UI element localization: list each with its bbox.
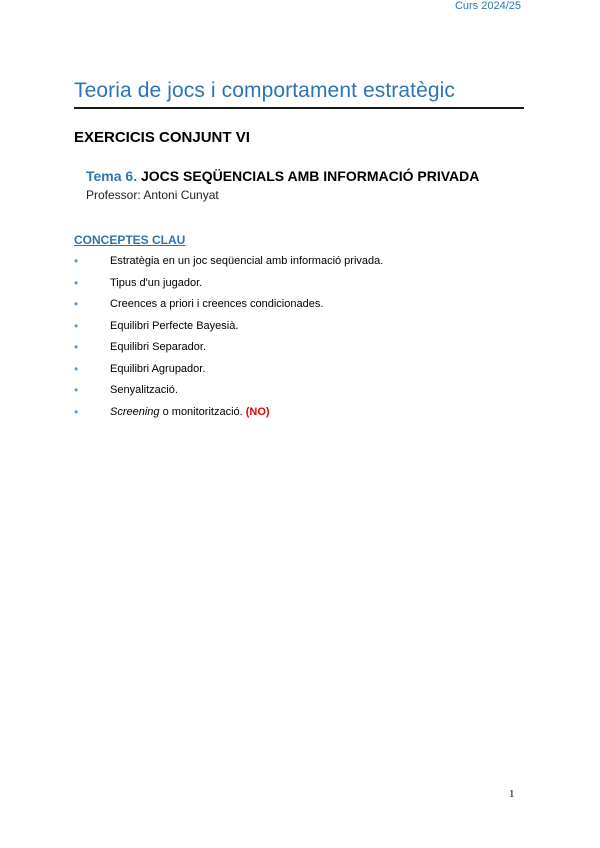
list-item-text: o monitorització. [159, 405, 246, 418]
professor-line: Professor: Antoni Cunyat [86, 188, 219, 202]
list-item [74, 297, 383, 319]
list-item [74, 405, 383, 427]
bullet-icon: • [74, 404, 79, 419]
list-item [74, 362, 383, 384]
bullet-icon: • [74, 275, 79, 290]
bullet-icon: • [74, 383, 79, 397]
concepts-list [74, 254, 383, 426]
exclusion-tag: (NO) [245, 405, 270, 418]
list-item-text: Senyalització. [110, 384, 178, 396]
list-item [74, 383, 383, 405]
list-item-text: Creences a priori i creences condicionades. [110, 298, 324, 310]
course-label: Curs 2024/25 [454, 0, 521, 12]
topic-number: Tema 6. [86, 168, 138, 184]
screening-term: Screening [110, 405, 160, 418]
topic-heading [86, 168, 479, 184]
bullet-icon: • [74, 361, 79, 376]
list-item [74, 276, 383, 298]
title-divider [74, 107, 524, 109]
list-item [74, 254, 383, 276]
list-item-text: Equilibri Perfecte Bayesià. [110, 319, 239, 332]
topic-title: JOCS SEQÜENCIALS AMB INFORMACIÓ PRIVADA [141, 168, 480, 184]
list-item-text: Tipus d'un jugador. [110, 276, 203, 289]
list-item-text: Equilibri Separador. [110, 341, 207, 353]
page-number: 1 [509, 788, 515, 800]
list-item-text: Estratègia en un joc seqüencial amb informació privada. [110, 255, 384, 267]
document-subtitle: EXERCICIS CONJUNT VI [74, 129, 250, 146]
list-item [74, 340, 383, 362]
bullet-icon: • [74, 340, 79, 354]
document-title: Teoria de jocs i comportament estratègic [74, 79, 456, 102]
concepts-heading: CONCEPTES CLAU [74, 233, 186, 247]
list-item-text: Equilibri Agrupador. [110, 362, 206, 375]
bullet-icon: • [74, 297, 79, 311]
list-item [74, 319, 383, 341]
bullet-icon: • [74, 318, 79, 333]
bullet-icon: • [74, 254, 79, 268]
